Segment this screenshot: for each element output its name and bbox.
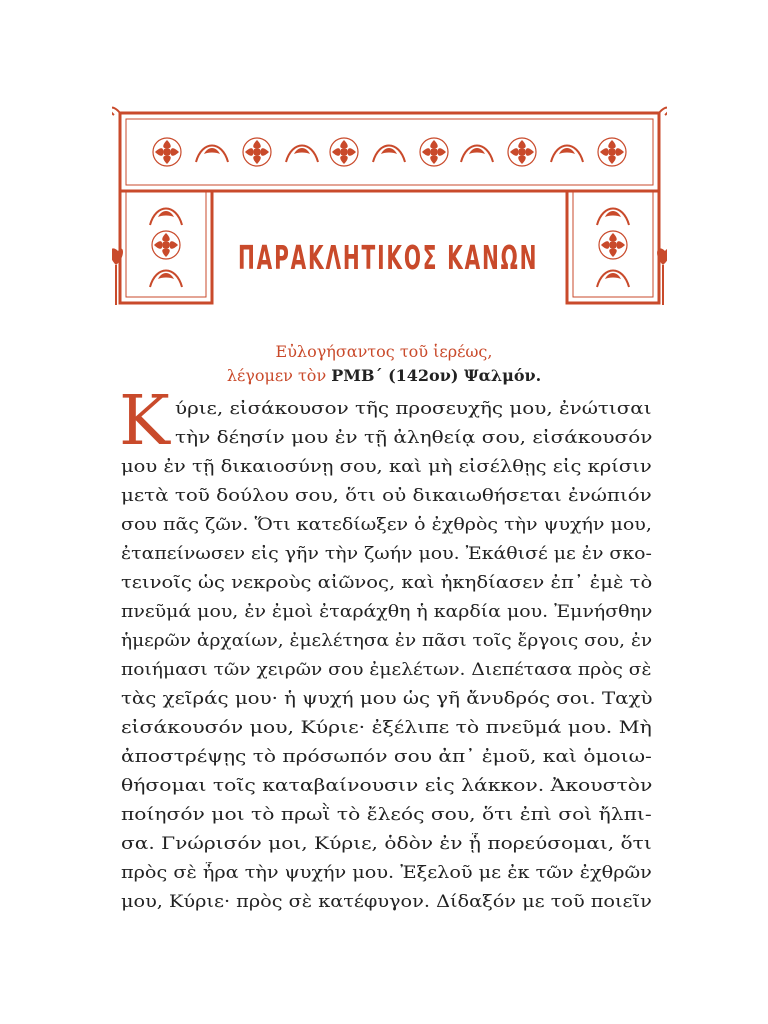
text-line: μου ἐν τῇ δικαιοσύνῃ σου, καὶ μὴ εἰσέλθῃς εἰς κρίσιν bbox=[121, 457, 652, 477]
text-line: ποιήμασι τῶν χειρῶν σου ἐμελέτων. Διεπέτασα πρὸς σὲ bbox=[121, 660, 652, 680]
text-line: μετὰ τοῦ δούλου σου, ὅτι οὐ δικαιωθήσεται ἐνώπιόν bbox=[121, 486, 652, 506]
rubric-line-2 bbox=[0, 364, 768, 388]
rubric-line-2-red: λέγομεν τὸν bbox=[226, 366, 332, 385]
rubric-psalm-number: ΡΜΒ´ (142ον) Ψαλμόν. bbox=[331, 366, 542, 385]
drop-cap: Κ bbox=[119, 382, 170, 461]
text-line: ἀποστρέψῃς τὸ πρόσωπόν σου ἀπ᾿ ἐμοῦ, καὶ ὁμοιω- bbox=[121, 747, 652, 767]
text-line: τεινοῖς ὡς νεκροὺς αἰῶνος, καὶ ἠκηδίασεν ἐπ᾿ ἐμὲ τὸ bbox=[121, 573, 653, 593]
floral-headpiece-ornament bbox=[112, 105, 667, 315]
text-line: σου πᾶς ζῶν. Ὅτι κατεδίωξεν ὁ ἐχθρὸς τὴν ψυχήν μου, bbox=[121, 515, 652, 535]
page-title: ΠΑΡΑΚΛΗΤΙΚΟΣ ΚΑΝΩΝ bbox=[238, 238, 539, 277]
text-line: πρὸς σὲ ἦρα τὴν ψυχήν μου. Ἐξελοῦ με ἐκ τῶν ἐχθρῶν bbox=[121, 863, 652, 883]
text-line: πνεῦμά μου, ἐν ἐμοὶ ἐταράχθη ἡ καρδία μου. Ἐμνήσθην bbox=[121, 602, 653, 622]
text-line: τὴν δέησίν μου ἐν τῇ ἀληθείᾳ σου, εἰσάκουσόν bbox=[175, 428, 653, 448]
text-line: ἐταπείνωσεν εἰς γῆν τὴν ζωήν μου. Ἐκάθισέ με ἐν σκο- bbox=[121, 544, 652, 564]
text-line: ύριε, εἰσάκουσον τῆς προσευχῆς μου, ἐνώτισαι bbox=[175, 399, 652, 419]
text-line: ποίησόν μοι τὸ πρωῒ τὸ ἔλεός σου, ὅτι ἐπὶ σοὶ ἤλπι- bbox=[121, 805, 652, 825]
text-line: τὰς χεῖράς μου· ἡ ψυχή μου ὡς γῆ ἄνυδρός σοι. Ταχὺ bbox=[121, 689, 653, 709]
rubric-line-1: Εὐλογήσαντος τοῦ ἱερέως, bbox=[275, 342, 493, 361]
text-line: εἰσάκουσόν μου, Κύριε· ἐξέλιπε τὸ πνεῦμά μου. Μὴ bbox=[121, 718, 652, 738]
text-line: ἡμερῶν ἀρχαίων, ἐμελέτησα ἐν πᾶσι τοῖς ἔργοις σου, ἐν bbox=[121, 631, 653, 651]
text-line: μου, Κύριε· πρὸς σὲ κατέφυγον. Δίδαξόν με τοῦ ποιεῖν bbox=[121, 892, 652, 912]
text-line: θήσομαι τοῖς καταβαίνουσιν εἰς λάκκον. Ἀκουστὸν bbox=[121, 776, 653, 796]
text-line: σα. Γνώρισόν μοι, Κύριε, ὁδὸν ἐν ᾗ πορεύσομαι, ὅτι bbox=[121, 834, 652, 854]
